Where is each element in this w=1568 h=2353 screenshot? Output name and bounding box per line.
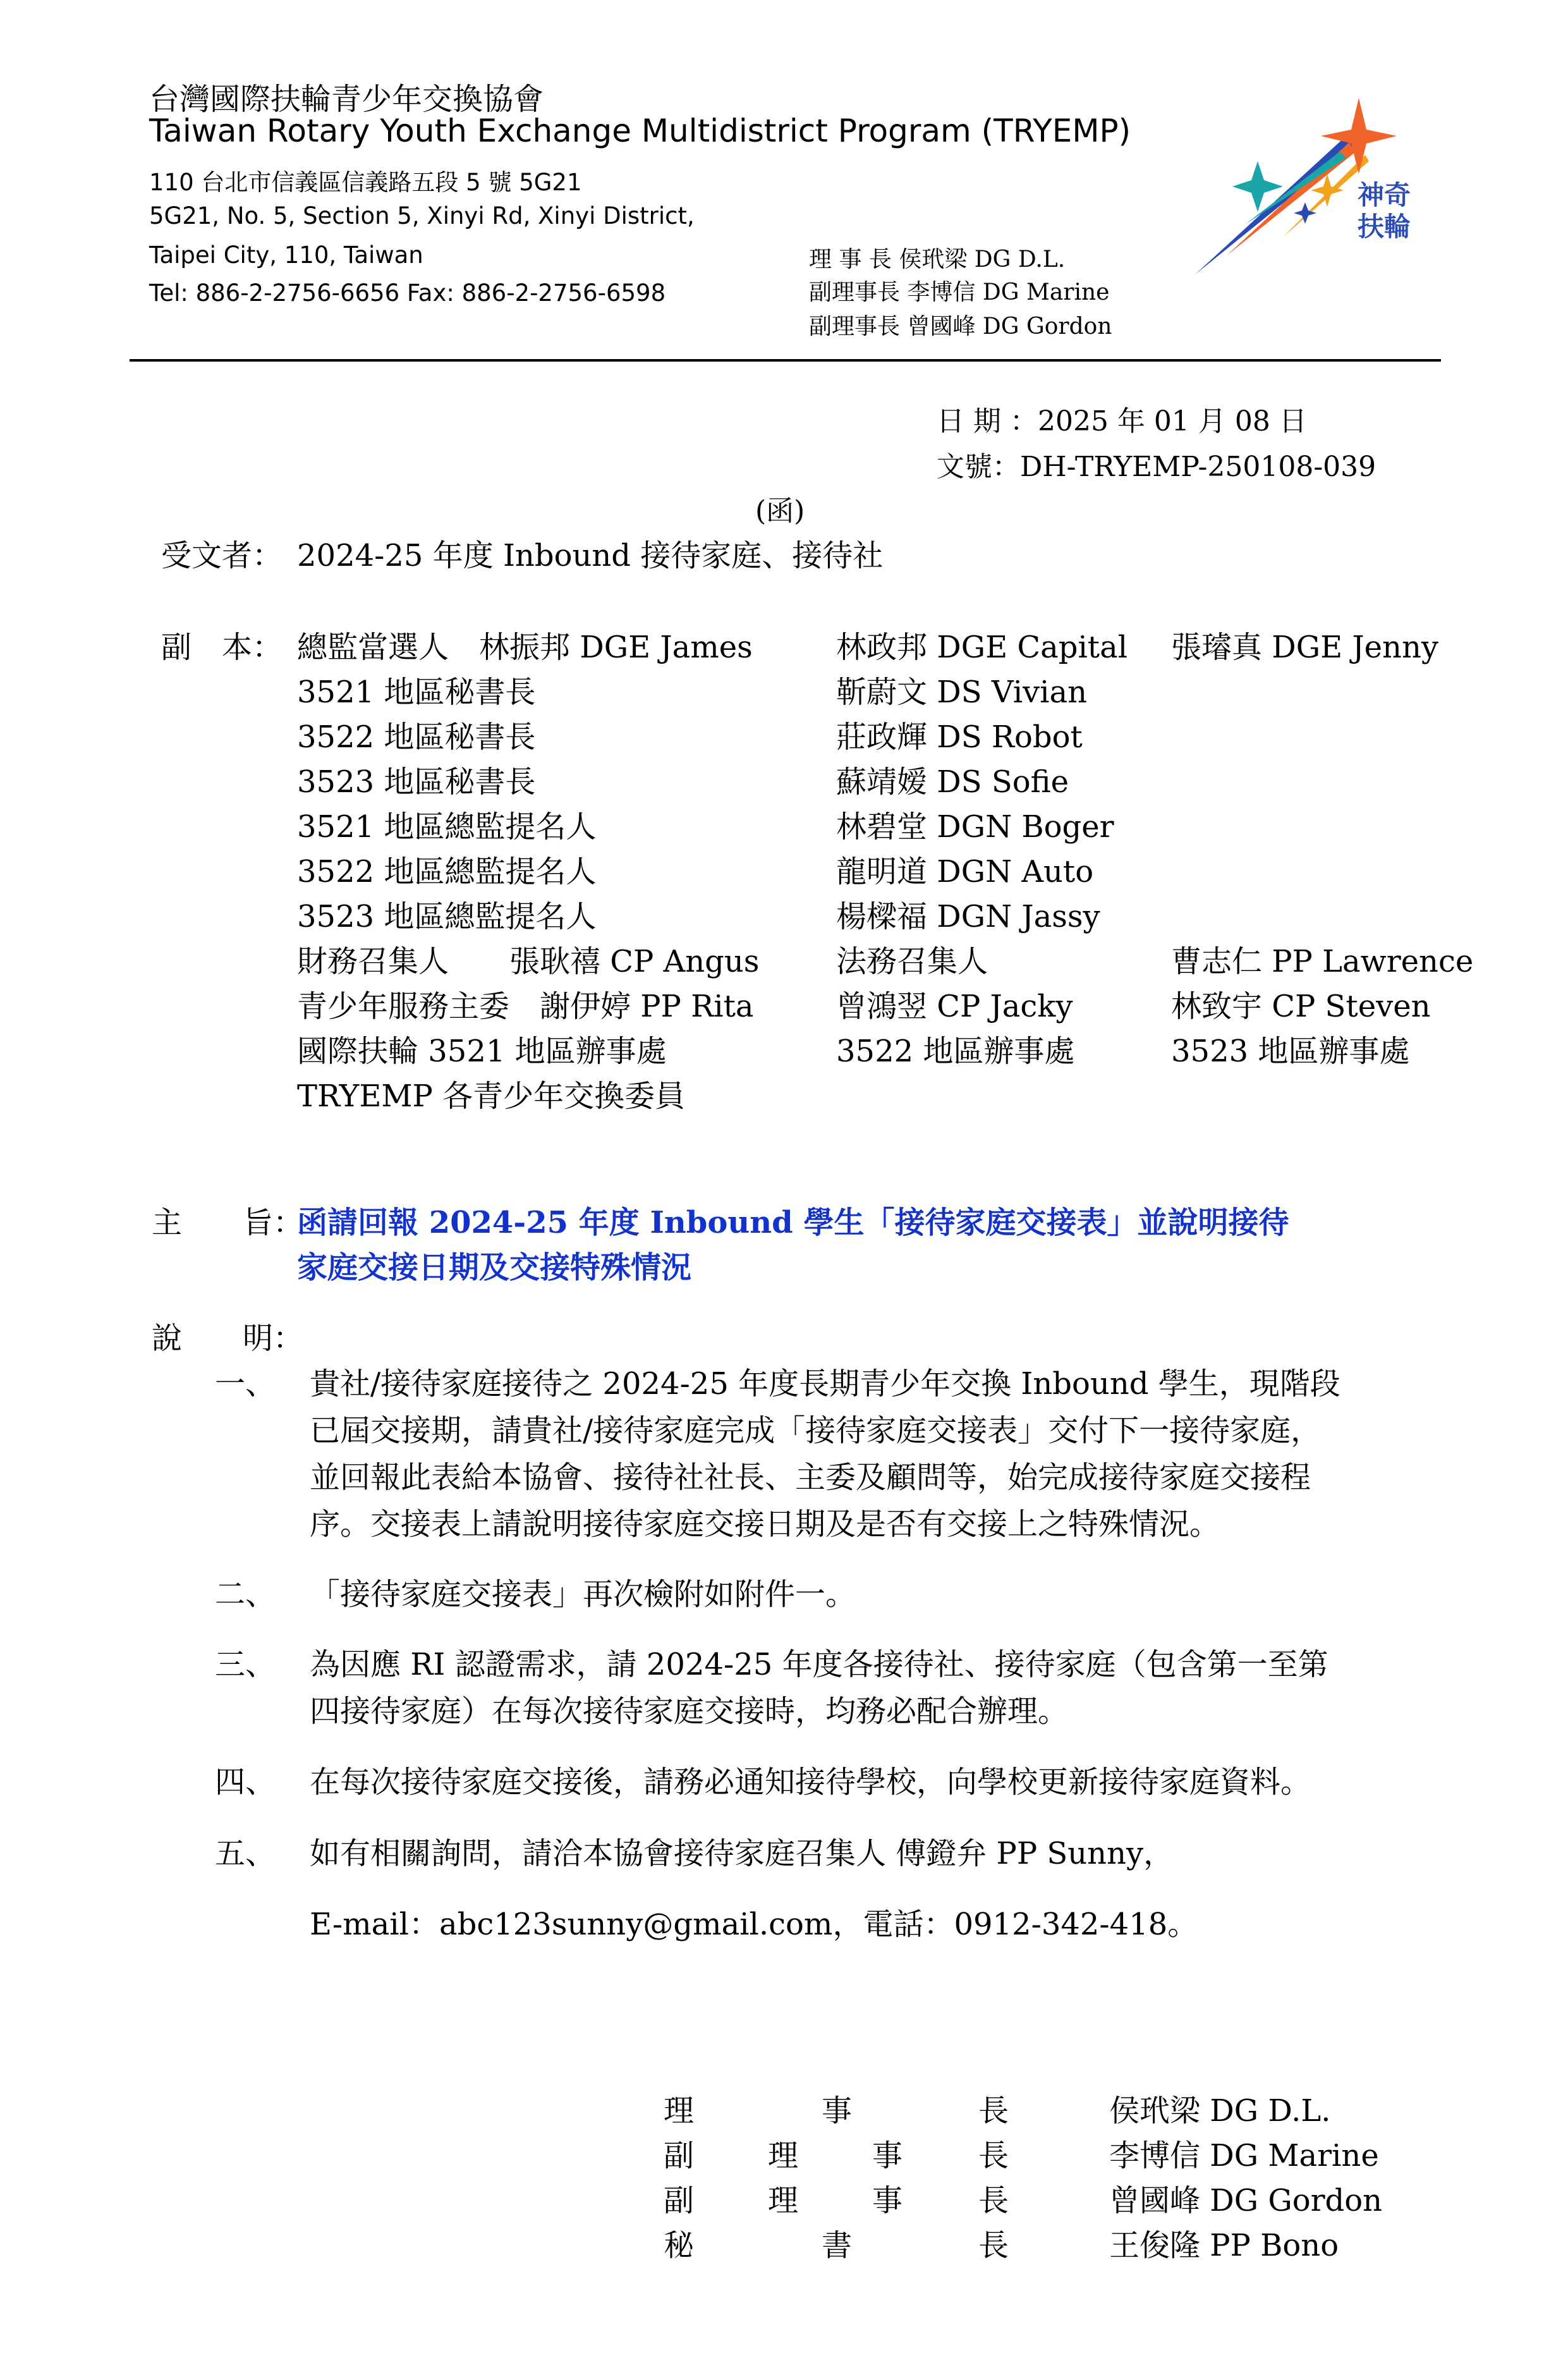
cc-cell: 莊政輝 DS Robot (836, 719, 1083, 755)
item-line: 在每次接待家庭交接後，請務必通知接待學校，向學校更新接待家庭資料。 (310, 1764, 1311, 1800)
cc-cell: 國際扶輪 3521 地區辦事處 (297, 1034, 667, 1069)
document-number: 文號：DH-TRYEMP-250108-039 (937, 451, 1377, 483)
subject-label: 主 旨： (152, 1205, 304, 1240)
cc-cell: 蘇靖嫒 DS Sofie (836, 764, 1069, 800)
sig-name: 侯玳梁 DG D.L. (1109, 2093, 1331, 2129)
cc-cell: 靳蔚文 DS Vivian (836, 675, 1088, 710)
item-line: 四接待家庭）在每次接待家庭交接時，均務必配合辦理。 (310, 1694, 1069, 1729)
header-divider (130, 359, 1441, 362)
subject-line-1: 函請回報 2024-25 年度 Inbound 學生「接待家庭交接表」並說明接待 (297, 1205, 1289, 1240)
item-number: 五、 (215, 1836, 276, 1871)
contact-line: E-mail：abc123sunny@gmail.com，電話：0912-342-418。 (310, 1907, 1198, 1942)
subject-line-2: 家庭交接日期及交接特殊情況 (297, 1250, 692, 1285)
cc-cell: 財務召集人 張耿禧 CP Angus (297, 944, 760, 979)
sig-name: 李博信 DG Marine (1109, 2138, 1379, 2173)
cc-cell: 曾鴻翌 CP Jacky (836, 989, 1073, 1024)
cc-cell: 林碧堂 DGN Boger (836, 809, 1114, 845)
logo-text-1: 神奇 (1358, 180, 1411, 211)
sig-title-char: 事 (822, 2093, 853, 2129)
sig-title-char: 長 (978, 2228, 1009, 2263)
sig-title-char: 長 (978, 2183, 1009, 2218)
item-number: 一、 (215, 1366, 276, 1402)
item-number: 三、 (215, 1647, 276, 1682)
cc-cell: 林政邦 DGE Capital (836, 630, 1128, 665)
contact-phone-fax: Tel: 886-2-2756-6656 Fax: 886-2-2756-6598 (149, 279, 666, 307)
cc-cell: 總監當選人 林振邦 DGE James (297, 630, 753, 665)
cc-cell: 楊樑福 DGN Jassy (836, 899, 1100, 934)
cc-cell: 3521 地區總監提名人 (297, 809, 597, 845)
item-number: 四、 (215, 1764, 276, 1800)
date-line: 日 期 ：2025 年 01 月 08 日 (937, 405, 1307, 437)
cc-cell: 法務召集人 (836, 944, 988, 979)
cc-cell: 3522 地區辦事處 (836, 1034, 1075, 1069)
item-line: 序。交接表上請說明接待家庭交接日期及是否有交接上之特殊情況。 (310, 1507, 1220, 1542)
org-name-zh: 台灣國際扶輪青少年交換協會 (149, 82, 544, 117)
item-line: 「接待家庭交接表」再次檢附如附件一。 (310, 1577, 856, 1612)
item-line: 為因應 RI 認證需求，請 2024-25 年度各接待社、接待家庭（包含第一至第 (310, 1647, 1328, 1682)
cc-cell: 林致宇 CP Steven (1171, 989, 1431, 1024)
cc-cell: 3521 地區秘書長 (297, 675, 536, 710)
cc-cell: TRYEMP 各青少年交換委員 (297, 1079, 686, 1114)
sig-title-char: 副 (664, 2138, 695, 2173)
cc-cell: 3522 地區秘書長 (297, 719, 536, 755)
officer-president: 理 事 長 侯玳梁 DG D.L. (809, 247, 1066, 272)
item-line: 並回報此表給本協會、接待社社長、主委及顧問等，始完成接待家庭交接程 (310, 1460, 1311, 1495)
logo-text-2: 扶輪 (1358, 211, 1411, 242)
address-line-3: Taipei City, 110, Taiwan (149, 241, 423, 269)
cc-cell: 青少年服務主委 謝伊婷 PP Rita (297, 989, 754, 1024)
item-line: 貴社/接待家庭接待之 2024-25 年度長期青少年交換 Inbound 學生，現階段 (310, 1366, 1340, 1402)
sig-name: 王俊隆 PP Bono (1109, 2228, 1339, 2263)
sig-title-char: 事 (872, 2138, 903, 2173)
cc-cell: 龍明道 DGN Auto (836, 854, 1094, 889)
description-label: 說 明： (152, 1321, 304, 1356)
sig-title-char: 書 (822, 2228, 853, 2263)
cc-cell: 3522 地區總監提名人 (297, 854, 597, 889)
address-line-1: 110 台北市信義區信義路五段 5 號 5G21 (149, 169, 582, 196)
org-name-en: Taiwan Rotary Youth Exchange Multidistrict Program (TRYEMP) (149, 113, 1131, 149)
cc-cell: 張璿真 DGE Jenny (1171, 630, 1438, 665)
recipient-value: 2024-25 年度 Inbound 接待家庭、接待社 (297, 538, 884, 573)
sig-title-char: 事 (872, 2183, 903, 2218)
cc-cell: 3523 地區秘書長 (297, 764, 536, 800)
cc-cell: 曹志仁 PP Lawrence (1171, 944, 1474, 979)
officer-vice-president-2: 副理事長 曾國峰 DG Gordon (809, 314, 1112, 339)
sig-title-char: 副 (664, 2183, 695, 2218)
item-line: 如有相關詢問，請洽本協會接待家庭召集人 傅鐙弁 PP Sunny， (310, 1836, 1174, 1871)
cc-cell: 3523 地區辦事處 (1171, 1034, 1410, 1069)
sig-title-char: 長 (978, 2093, 1009, 2129)
sig-name: 曾國峰 DG Gordon (1109, 2183, 1383, 2218)
tryemp-logo (1188, 92, 1422, 281)
sig-title-char: 理 (664, 2093, 695, 2129)
document-type: (函) (755, 495, 805, 527)
sig-title-char: 長 (978, 2138, 1009, 2173)
sig-title-char: 秘 (664, 2228, 695, 2263)
recipient-label: 受文者： (161, 538, 283, 573)
cc-cell: 3523 地區總監提名人 (297, 899, 597, 934)
cc-label: 副 本： (161, 630, 283, 665)
sig-title-char: 理 (768, 2138, 799, 2173)
star-logo-icon (1188, 92, 1422, 281)
sig-title-char: 理 (768, 2183, 799, 2218)
item-number: 二、 (215, 1577, 276, 1612)
item-line: 已屆交接期，請貴社/接待家庭完成「接待家庭交接表」交付下一接待家庭， (310, 1413, 1322, 1448)
address-line-2: 5G21, No. 5, Section 5, Xinyi Rd, Xinyi District, (149, 202, 695, 229)
officer-vice-president-1: 副理事長 李博信 DG Marine (809, 279, 1110, 305)
